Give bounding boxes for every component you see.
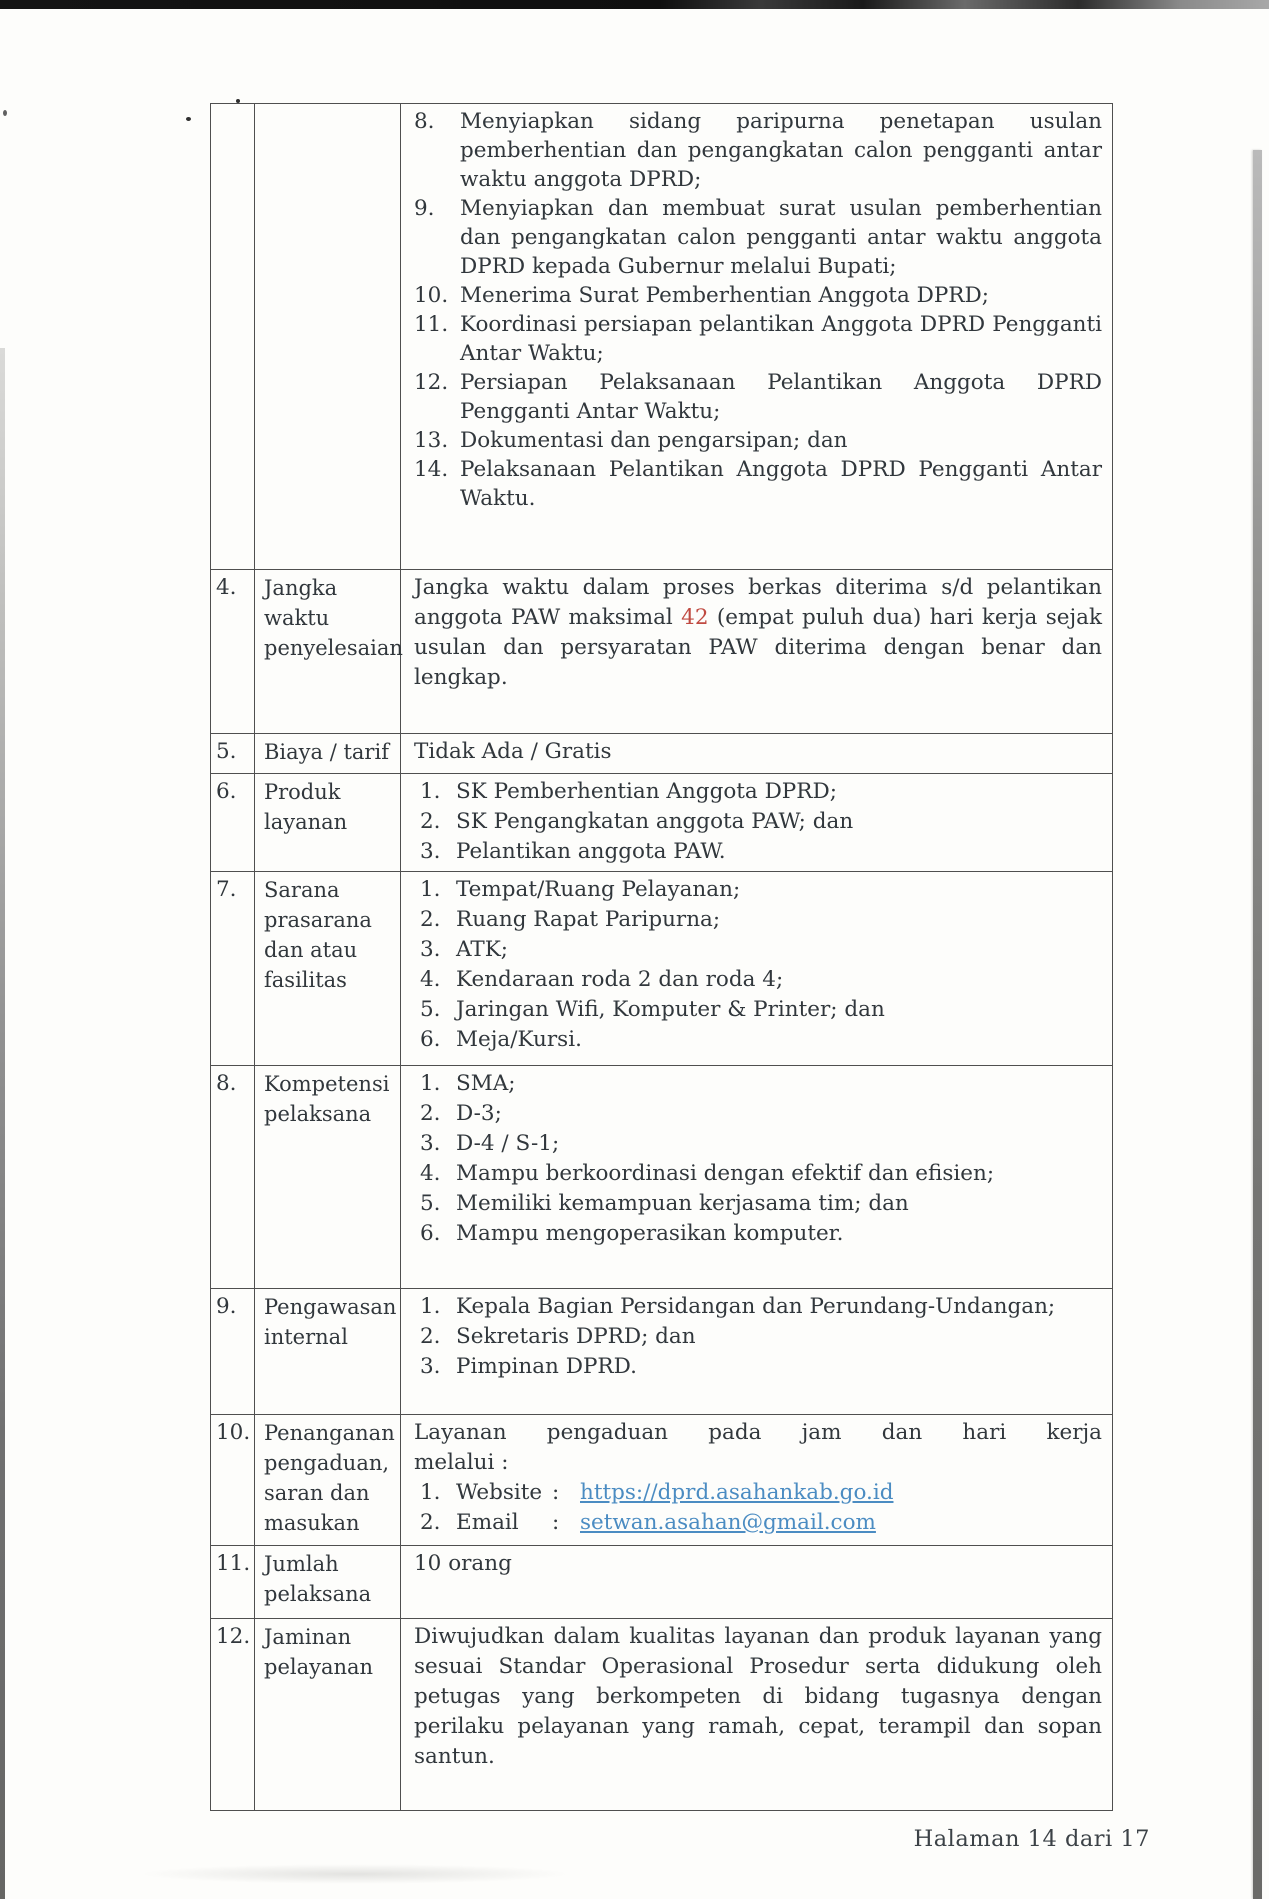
list-item xyxy=(414,107,1102,194)
list-item xyxy=(420,1219,1102,1249)
row-content-cell xyxy=(401,872,1113,1066)
list-item xyxy=(420,1322,1102,1352)
list-item xyxy=(420,807,1102,837)
list-item xyxy=(420,995,1102,1025)
list-item-text: Pimpinan DPRD. xyxy=(456,1354,637,1379)
list-item xyxy=(420,905,1102,935)
list-item-number: 1. xyxy=(420,779,441,804)
row-number-cell: 9. xyxy=(211,1289,255,1415)
list-item-text: Memiliki kemampuan kerjasama tim; dan xyxy=(456,1191,909,1216)
list-item-text: SK Pemberhentian Anggota DPRD; xyxy=(456,779,837,804)
list-item-text: Meja/Kursi. xyxy=(456,1027,582,1052)
list-item-number: 4. xyxy=(420,1161,441,1186)
paragraph-text: 10 orang xyxy=(414,1551,512,1576)
row-label-cell: Penanganan pengaduan, saran dan masukan xyxy=(255,1415,401,1546)
list-item xyxy=(420,965,1102,995)
list-item-number: 10. xyxy=(414,283,449,308)
email-link[interactable]: setwan.asahan@gmail.com xyxy=(580,1510,876,1535)
numbered-list xyxy=(414,777,1102,867)
content-paragraph xyxy=(414,737,1102,767)
list-item-number: 11. xyxy=(414,312,449,337)
list-item-number: 9. xyxy=(414,196,435,221)
list-item-text: Mampu mengoperasikan komputer. xyxy=(456,1221,844,1246)
list-item-text: ATK; xyxy=(456,937,508,962)
list-item-number: 3. xyxy=(420,1131,441,1156)
paragraph-text: Tidak Ada / Gratis xyxy=(414,739,612,764)
list-item-number: 1. xyxy=(420,1071,441,1096)
row-label-cell: Jaminan pelayanan xyxy=(255,1619,401,1811)
list-item xyxy=(420,837,1102,867)
list-item-text: Sekretaris DPRD; dan xyxy=(456,1324,696,1349)
row-number-cell: 12. xyxy=(211,1619,255,1811)
list-item-text: Persiapan Pelaksanaan Pelantikan Anggota DPRD Pengganti Antar Waktu; xyxy=(460,370,1102,424)
list-item-number: 1. xyxy=(420,877,441,902)
scan-left-edge-artifact xyxy=(0,348,5,1899)
row-content-cell xyxy=(401,1289,1113,1415)
row-number-cell: 8. xyxy=(211,1066,255,1289)
channel-label: Email xyxy=(456,1510,519,1535)
list-item xyxy=(414,368,1102,426)
row-content-cell xyxy=(401,570,1113,734)
list-item xyxy=(420,1129,1102,1159)
table-row xyxy=(211,734,1113,774)
list-item-number: 1. xyxy=(420,1294,441,1319)
row-label-cell: Pengawasan internal xyxy=(255,1289,401,1415)
list-item-number: 2. xyxy=(420,1324,441,1349)
row-number-cell xyxy=(211,104,255,570)
list-item xyxy=(420,1025,1102,1055)
list-item xyxy=(414,310,1102,368)
row-content-cell xyxy=(401,734,1113,774)
numbered-list xyxy=(414,1069,1102,1249)
list-item-text: Kepala Bagian Persidangan dan Perundang-Undangan; xyxy=(456,1294,1056,1319)
table-row xyxy=(211,1619,1113,1811)
table-row xyxy=(211,774,1113,872)
list-item-text: Tempat/Ruang Pelayanan; xyxy=(456,877,741,902)
list-item-number: 1. xyxy=(420,1480,441,1505)
row-label-cell xyxy=(255,104,401,570)
list-item-number: 5. xyxy=(420,997,441,1022)
list-item-number: 3. xyxy=(420,937,441,962)
list-item-number: 2. xyxy=(420,1101,441,1126)
content-paragraph xyxy=(414,1549,1102,1579)
table-row xyxy=(211,1546,1113,1619)
paragraph-text: Jangka waktu dalam proses berkas diterima s/d pelantikan anggota PAW maksimal xyxy=(414,575,1102,630)
list-item-text: D-4 / S-1; xyxy=(456,1131,560,1156)
row-content-cell xyxy=(401,1546,1113,1619)
row-content-cell xyxy=(401,774,1113,872)
row-content-cell xyxy=(401,104,1113,570)
list-item-number: 6. xyxy=(420,1027,441,1052)
channel-label: Website xyxy=(456,1480,543,1505)
row-number-cell: 11. xyxy=(211,1546,255,1619)
list-item-number: 8. xyxy=(414,109,435,134)
row-label-cell: Produk layanan xyxy=(255,774,401,872)
list-item-text: SMA; xyxy=(456,1071,516,1096)
table-row xyxy=(211,1066,1113,1289)
row-content-cell xyxy=(401,1415,1113,1546)
complaint-intro-line: Layanan pengaduan pada jam dan hari kerja xyxy=(414,1420,1102,1445)
row-number-cell: 4. xyxy=(211,570,255,734)
list-item-number: 13. xyxy=(414,428,449,453)
row-number-cell: 5. xyxy=(211,734,255,774)
list-item xyxy=(414,281,1102,310)
channel-row xyxy=(420,1478,1102,1508)
list-item-number: 3. xyxy=(420,1354,441,1379)
row-label-cell: Sarana prasarana dan atau fasilitas xyxy=(255,872,401,1066)
list-item xyxy=(420,1069,1102,1099)
complaint-intro-line: melalui : xyxy=(414,1450,509,1475)
list-item-text: Ruang Rapat Paripurna; xyxy=(456,907,721,932)
table-row xyxy=(211,1415,1113,1546)
list-item-text: D-3; xyxy=(456,1101,502,1126)
scan-top-edge-artifact xyxy=(0,0,1269,9)
list-item-text: Kendaraan roda 2 dan roda 4; xyxy=(456,967,784,992)
list-item xyxy=(414,455,1102,513)
content-paragraph xyxy=(414,1622,1102,1772)
list-item xyxy=(420,1099,1102,1129)
service-standard-table xyxy=(210,103,1113,1811)
list-item-text: Menyiapkan dan membuat surat usulan pemberhentian dan pengangkatan calon pengganti antar waktu anggota DPRD kepada Gubernur melalui Bupati; xyxy=(460,196,1102,279)
list-item-text: Menyiapkan sidang paripurna penetapan usulan pemberhentian dan pengangkatan calon pengganti antar waktu anggota DPRD; xyxy=(460,109,1102,192)
scan-speck xyxy=(186,117,191,121)
numbered-list xyxy=(414,107,1102,513)
numbered-list xyxy=(414,1292,1102,1382)
channel-row xyxy=(420,1508,1102,1538)
row-label-cell: Kompetensi pelaksana xyxy=(255,1066,401,1289)
row-label-cell: Biaya / tarif xyxy=(255,734,401,774)
row-content-cell xyxy=(401,1619,1113,1811)
list-item-text: Jaringan Wifi, Komputer & Printer; dan xyxy=(456,997,885,1022)
page-number: Halaman 14 dari 17 xyxy=(913,1826,1150,1852)
channel-colon: : xyxy=(552,1510,560,1535)
scan-smudge xyxy=(140,1864,570,1884)
list-item-number: 2. xyxy=(420,809,441,834)
scan-speck xyxy=(3,110,7,116)
list-item-number: 6. xyxy=(420,1221,441,1246)
channel-colon: : xyxy=(552,1480,560,1505)
list-item xyxy=(420,1159,1102,1189)
content-paragraph xyxy=(414,573,1102,693)
scan-right-edge-artifact xyxy=(1253,150,1262,1899)
list-item-number: 12. xyxy=(414,370,449,395)
table-row xyxy=(211,104,1113,570)
paragraph-text: (empat puluh dua) hari kerja sejak usulan dan persyaratan PAW diterima dengan benar dan lengkap. xyxy=(414,605,1102,690)
row-label-cell: Jumlah pelaksana xyxy=(255,1546,401,1619)
list-item-number: 2. xyxy=(420,907,441,932)
table-row xyxy=(211,570,1113,734)
paragraph-text: Diwujudkan dalam kualitas layanan dan produk layanan yang sesuai Standar Operasional Prosedur serta didukung oleh petugas yang berkompeten di bidang tugasnya dengan perilaku pelayanan yang ramah, cepat, terampil dan sopan santun. xyxy=(414,1624,1102,1769)
list-item-text: Pelantikan anggota PAW. xyxy=(456,839,726,864)
list-item xyxy=(420,1352,1102,1382)
list-item xyxy=(420,875,1102,905)
row-label-cell: Jangka waktu penyelesaian xyxy=(255,570,401,734)
list-item-text: Koordinasi persiapan pelantikan Anggota DPRD Pengganti Antar Waktu; xyxy=(460,312,1102,366)
list-item xyxy=(420,777,1102,807)
complaint-channels xyxy=(414,1478,1102,1538)
row-number-cell: 6. xyxy=(211,774,255,872)
row-content-cell xyxy=(401,1066,1113,1289)
list-item-text: SK Pengangkatan anggota PAW; dan xyxy=(456,809,854,834)
list-item xyxy=(414,426,1102,455)
list-item xyxy=(414,194,1102,281)
list-item-number: 2. xyxy=(420,1510,441,1535)
list-item-text: Menerima Surat Pemberhentian Anggota DPRD; xyxy=(460,283,989,308)
list-item-text: Mampu berkoordinasi dengan efektif dan efisien; xyxy=(456,1161,995,1186)
list-item xyxy=(420,1189,1102,1219)
table-row xyxy=(211,872,1113,1066)
list-item xyxy=(420,935,1102,965)
list-item-number: 3. xyxy=(420,839,441,864)
list-item-number: 5. xyxy=(420,1191,441,1216)
row-number-cell: 7. xyxy=(211,872,255,1066)
list-item-number: 4. xyxy=(420,967,441,992)
list-item xyxy=(420,1292,1102,1322)
website-link[interactable]: https://dprd.asahankab.go.id xyxy=(580,1480,894,1505)
numbered-list xyxy=(414,875,1102,1055)
list-item-text: Pelaksanaan Pelantikan Anggota DPRD Pengganti Antar Waktu. xyxy=(460,457,1102,511)
row-number-cell: 10. xyxy=(211,1415,255,1546)
service-table-body xyxy=(211,104,1113,1811)
list-item-text: Dokumentasi dan pengarsipan; dan xyxy=(460,428,848,453)
list-item-number: 14. xyxy=(414,457,449,482)
table-row xyxy=(211,1289,1113,1415)
highlighted-number: 42 xyxy=(681,605,709,630)
